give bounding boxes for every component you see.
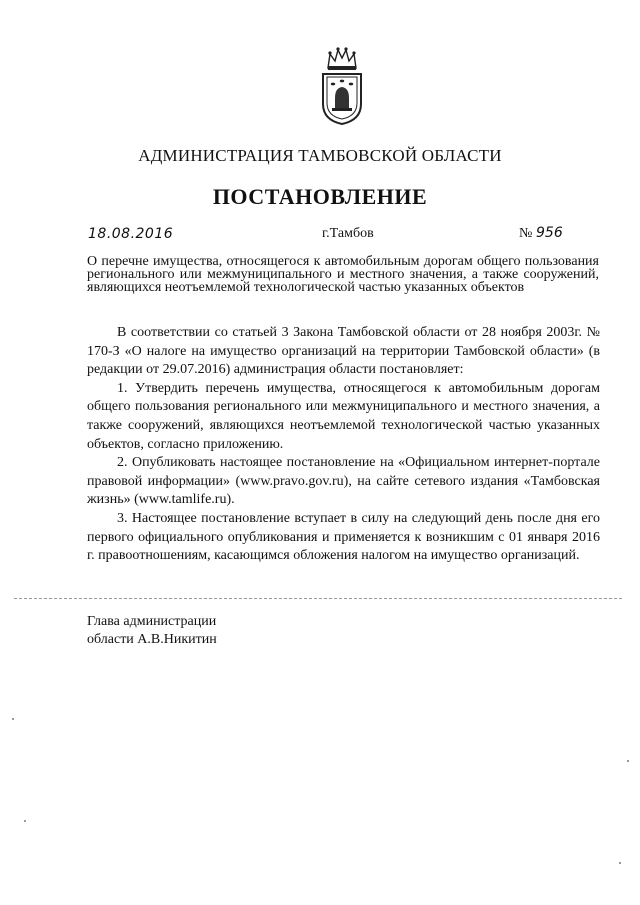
signature-line-1: Глава администрации bbox=[87, 614, 217, 629]
scan-speck bbox=[24, 820, 26, 822]
city: г.Тамбов bbox=[322, 226, 374, 241]
preamble-paragraph: В соответствии со статьей 3 Закона Тамбовской области от 28 ноября 2003г. № 170-З «О налоге на имущество организаций на территории Тамбовской области» (в редакции от 29.07.2016) администрация области постановляет: bbox=[87, 325, 600, 378]
item-3-paragraph: 3. Настоящее постановление вступает в силу на следующий день после дня его первого официального опубликования и применяется к возникшим с 01 января 2016 г. правоотношениям, касающимся обложения налогом на имущество организаций. bbox=[87, 510, 600, 564]
item-2-paragraph: 2. Опубликовать настоящее постановление на «Официальном интернет-портале правовой информации» (www.pravo.gov.ru), на сайте сетевого издания «Тамбовская жизнь» (www.tamlife.ru). bbox=[87, 455, 600, 508]
scan-speck bbox=[627, 760, 629, 762]
handwritten-date: 18.08.2016 bbox=[88, 226, 174, 242]
scan-speck bbox=[12, 718, 14, 720]
document-body bbox=[87, 324, 600, 566]
document-subject: О перечне имущества, относящегося к автомобильным дорогам общего пользования регионального или межмуниципального и местного значения, а также сооружений, являющихся неотъемлемой технологической частью указанных объектов bbox=[87, 254, 599, 295]
organization-title: АДМИНИСТРАЦИЯ ТАМБОВСКОЙ ОБЛАСТИ bbox=[138, 146, 502, 165]
item-1-paragraph: 1. Утвердить перечень имущества, относящегося к автомобильным дорогам общего пользования регионального или межмуниципального и местного значения, а также сооружений, являющихся неотъемлемой технологической частью указанных объектов, согласно приложению. bbox=[87, 380, 600, 452]
signature-block bbox=[87, 613, 217, 649]
number-label: № bbox=[519, 226, 533, 241]
scan-separator-line bbox=[14, 598, 622, 599]
signature-line-2: области А.В.Никитин bbox=[87, 632, 217, 647]
coat-of-arms-icon bbox=[318, 46, 366, 126]
scan-speck bbox=[619, 862, 621, 864]
handwritten-number: 956 bbox=[536, 225, 563, 241]
document-type: ПОСТАНОВЛЕНИЕ bbox=[212, 184, 428, 209]
